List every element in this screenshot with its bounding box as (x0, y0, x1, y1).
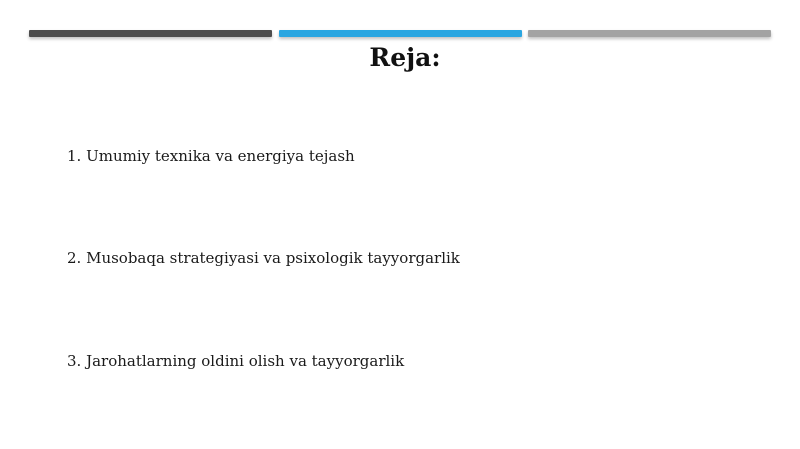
slide-title: Reja: (369, 43, 441, 72)
plan-item-1: 1. Umumiy texnika va energiya tejash (67, 147, 355, 165)
plan-item-3: 3. Jarohatlarning oldini olish va tayyorgarlik (67, 352, 405, 370)
header-bar-blue (279, 30, 522, 37)
header-bar-dark (29, 30, 272, 37)
plan-item-2: 2. Musobaqa strategiyasi va psixologik tayyorgarlik (67, 249, 460, 267)
header-bar-gray (528, 30, 771, 37)
